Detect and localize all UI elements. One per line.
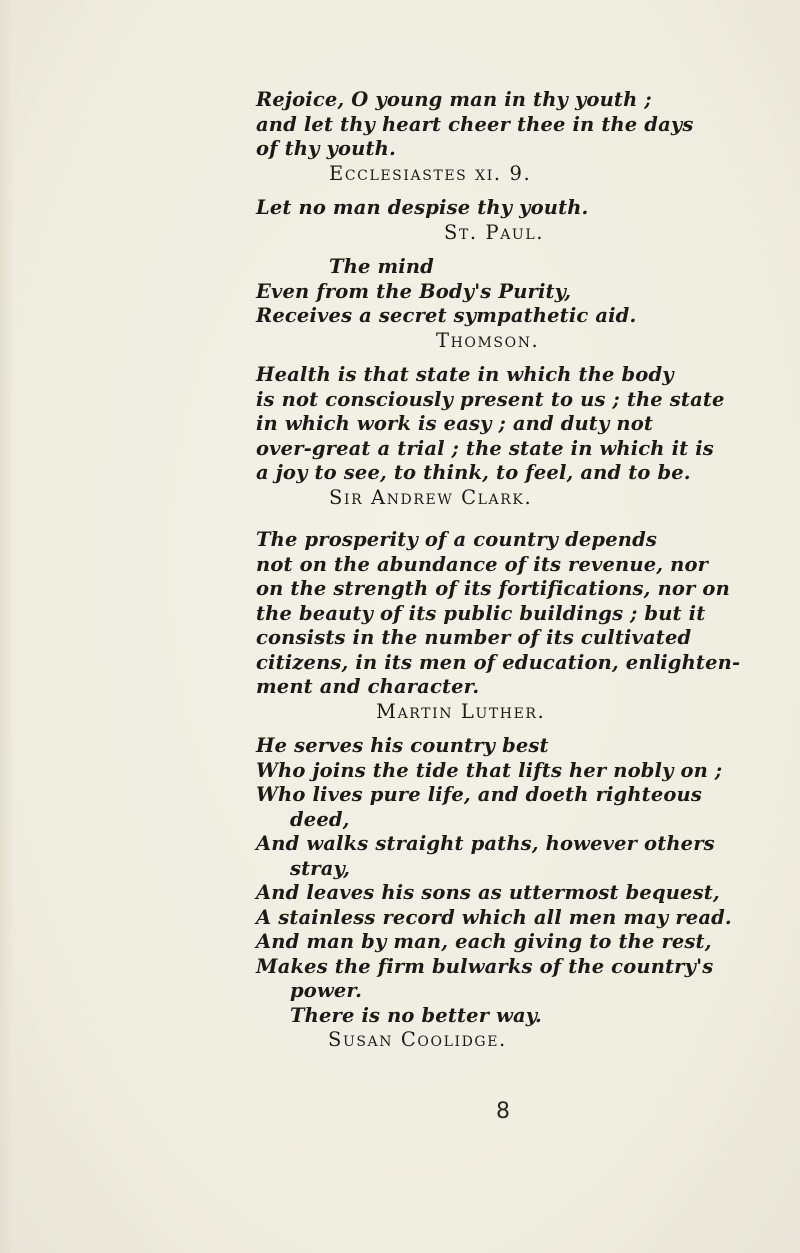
quote-line: Even from the Body's Purity, xyxy=(256,279,572,303)
quote-line: Let no man despise thy youth. xyxy=(256,196,589,219)
quote-line: Makes the firm bulwarks of the country's xyxy=(256,954,714,978)
quote-thomson xyxy=(256,255,676,353)
quote-attribution: Sir Andrew Clark. xyxy=(329,485,533,509)
quote-susan-coolidge xyxy=(256,734,732,1053)
quote-attribution: St. Paul. xyxy=(444,220,545,244)
quote-line: and let thy heart cheer thee in the days xyxy=(256,112,694,136)
quote-line: over-great a trial ; the state in which it is xyxy=(256,436,714,460)
quote-line: And walks straight paths, however others xyxy=(256,832,715,855)
quote-line: Who lives pure life, and doeth righteous xyxy=(256,783,702,806)
quote-line: in which work is easy ; and duty not xyxy=(256,412,654,435)
quote-attribution: Martin Luther. xyxy=(376,699,546,723)
quote-andrew-clark xyxy=(256,363,725,510)
quote-line: Receives a secret sympathetic aid. xyxy=(256,304,637,327)
quote-line: And man by man, each giving to the rest, xyxy=(256,930,712,953)
quote-line: Rejoice, O young man in thy youth ; xyxy=(256,88,652,111)
quote-line: The mind xyxy=(329,255,434,278)
quote-line: There is no better way. xyxy=(290,1003,542,1027)
page-number: 8 xyxy=(496,1099,510,1124)
quotations-block xyxy=(256,88,741,1053)
quote-line: power. xyxy=(290,979,363,1002)
quote-line: deed, xyxy=(290,807,350,831)
quote-line: consists in the number of its cultivated xyxy=(256,626,692,649)
quote-line: The prosperity of a country depends xyxy=(256,528,657,551)
quote-line: not on the abundance of its revenue, nor xyxy=(256,552,709,576)
quote-ecclesiastes xyxy=(256,88,694,186)
quote-martin-luther xyxy=(256,528,741,724)
quote-line: Who joins the tide that lifts her nobly on ; xyxy=(256,758,723,782)
quote-line: is not consciously present to us ; the state xyxy=(256,387,725,411)
page-edge-shadow xyxy=(0,0,14,1253)
quote-st-paul xyxy=(256,196,676,245)
quote-line: ment and character. xyxy=(256,675,480,698)
quote-line: of thy youth. xyxy=(256,137,396,160)
quote-attribution: Thomson. xyxy=(436,328,540,352)
quote-attribution: Susan Coolidge. xyxy=(328,1028,507,1051)
quote-line: And leaves his sons as uttermost bequest, xyxy=(256,881,720,904)
quote-line: stray, xyxy=(290,856,351,880)
quote-line: a joy to see, to think, to feel, and to be. xyxy=(256,461,691,484)
quote-line: citizens, in its men of education, enlighten- xyxy=(256,650,741,674)
quote-attribution: Ecclesiastes xi. 9. xyxy=(329,161,532,185)
quote-line: Health is that state in which the body xyxy=(256,363,674,386)
quote-line: He serves his country best xyxy=(256,734,549,757)
quote-line: on the strength of its fortifications, nor on xyxy=(256,577,730,600)
quote-line: A stainless record which all men may read. xyxy=(256,905,732,929)
quote-line: the beauty of its public buildings ; but it xyxy=(256,601,706,625)
